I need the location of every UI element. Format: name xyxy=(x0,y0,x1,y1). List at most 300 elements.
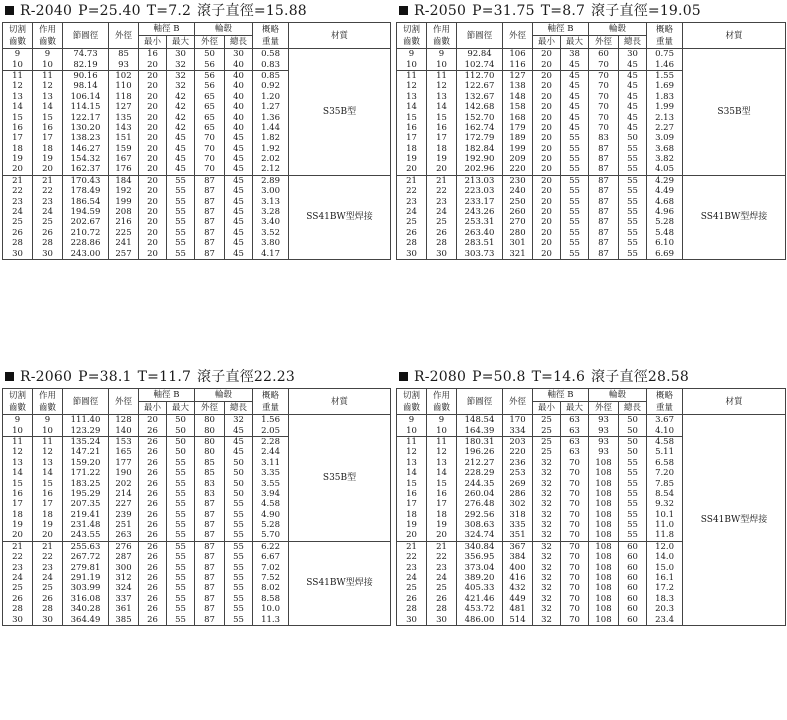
cell-bore-min: 20 xyxy=(139,217,167,227)
cell-pitch-diameter: 146.27 xyxy=(63,144,109,154)
cell-bore-max: 55 xyxy=(167,248,195,259)
cell-cut-teeth: 13 xyxy=(397,92,427,102)
cell-cut-teeth: 14 xyxy=(397,102,427,112)
cell-work-teeth: 12 xyxy=(33,447,63,457)
cell-cut-teeth: 25 xyxy=(397,583,427,593)
cell-hub-length: 55 xyxy=(225,604,253,614)
cell-work-teeth: 30 xyxy=(33,614,63,625)
cell-work-teeth: 26 xyxy=(427,228,457,238)
cell-work-teeth: 13 xyxy=(33,458,63,468)
cell-outer-diameter: 216 xyxy=(109,217,139,227)
cell-pitch-diameter: 202.96 xyxy=(457,164,503,175)
cell-weight: 0.58 xyxy=(253,49,289,60)
cell-pitch-diameter: 122.17 xyxy=(63,112,109,122)
cell-bore-min: 26 xyxy=(139,489,167,499)
cell-bore-min: 20 xyxy=(533,92,561,102)
cell-hub-length: 60 xyxy=(619,594,647,604)
cell-weight: 15.0 xyxy=(647,562,683,572)
cell-bore-max: 55 xyxy=(167,541,195,552)
cell-cut-teeth: 24 xyxy=(397,207,427,217)
square-bullet-icon xyxy=(399,372,408,381)
header-hub-length: 總長 xyxy=(225,36,253,49)
cell-bore-min: 32 xyxy=(533,583,561,593)
cell-cut-teeth: 28 xyxy=(397,238,427,248)
header-outer-diameter: 外徑 xyxy=(109,389,139,415)
cell-cut-teeth: 24 xyxy=(3,207,33,217)
cell-outer-diameter: 241 xyxy=(109,238,139,248)
cell-bore-min: 32 xyxy=(533,573,561,583)
cell-cut-teeth: 9 xyxy=(397,415,427,426)
cell-outer-diameter: 138 xyxy=(503,81,533,91)
cell-weight: 11.0 xyxy=(647,520,683,530)
cell-weight: 2.44 xyxy=(253,447,289,457)
cell-hub-length: 40 xyxy=(225,92,253,102)
cell-bore-min: 32 xyxy=(533,594,561,604)
sprocket-spec-table xyxy=(396,388,786,626)
cell-bore-max: 30 xyxy=(167,49,195,60)
cell-hub-od: 87 xyxy=(589,217,619,227)
cell-pitch-diameter: 135.24 xyxy=(63,436,109,447)
cell-outer-diameter: 312 xyxy=(109,573,139,583)
cell-work-teeth: 12 xyxy=(427,81,457,91)
cell-work-teeth: 21 xyxy=(427,541,457,552)
header-hub-length: 總長 xyxy=(619,402,647,415)
cell-work-teeth: 23 xyxy=(427,196,457,206)
cell-weight: 8.58 xyxy=(253,594,289,604)
cell-hub-od: 108 xyxy=(589,541,619,552)
cell-hub-length: 55 xyxy=(619,238,647,248)
cell-hub-od: 87 xyxy=(195,499,225,509)
cell-cut-teeth: 22 xyxy=(397,186,427,196)
cell-outer-diameter: 190 xyxy=(109,468,139,478)
cell-bore-max: 55 xyxy=(167,238,195,248)
cell-weight: 7.02 xyxy=(253,562,289,572)
cell-cut-teeth: 17 xyxy=(3,499,33,509)
cell-pitch-diameter: 154.32 xyxy=(63,154,109,164)
cell-hub-length: 55 xyxy=(619,489,647,499)
cell-outer-diameter: 240 xyxy=(503,186,533,196)
cell-cut-teeth: 13 xyxy=(3,92,33,102)
cell-bore-max: 70 xyxy=(561,520,589,530)
cell-work-teeth: 26 xyxy=(33,594,63,604)
cell-work-teeth: 30 xyxy=(427,248,457,259)
table-body xyxy=(397,415,786,626)
thickness-value: T=7.2 xyxy=(146,3,192,19)
cell-weight: 4.10 xyxy=(647,425,683,436)
cell-weight: 2.12 xyxy=(253,164,289,175)
cell-weight: 7.20 xyxy=(647,468,683,478)
cell-bore-max: 55 xyxy=(167,499,195,509)
cell-bore-min: 32 xyxy=(533,530,561,541)
cell-hub-od: 108 xyxy=(589,458,619,468)
thickness-value: T=8.7 xyxy=(540,3,586,19)
cell-work-teeth: 15 xyxy=(33,112,63,122)
cell-cut-teeth: 25 xyxy=(397,217,427,227)
header-bore-min: 最小 xyxy=(533,36,561,49)
header-hub-od: 外徑 xyxy=(589,402,619,415)
cell-cut-teeth: 17 xyxy=(397,133,427,143)
cell-outer-diameter: 192 xyxy=(109,186,139,196)
cell-cut-teeth: 26 xyxy=(397,594,427,604)
cell-weight: 10.0 xyxy=(253,604,289,614)
cell-material: SS41BW型焊接 xyxy=(683,175,786,259)
cell-bore-max: 55 xyxy=(167,217,195,227)
cell-cut-teeth: 22 xyxy=(3,552,33,562)
cell-hub-od: 70 xyxy=(589,92,619,102)
header-weight: 概略 重量 xyxy=(647,23,683,49)
cell-hub-length: 50 xyxy=(225,468,253,478)
cell-weight: 7.52 xyxy=(253,573,289,583)
cell-work-teeth: 22 xyxy=(33,552,63,562)
header-hub: 輪毂 xyxy=(195,389,253,402)
cell-hub-length: 40 xyxy=(225,59,253,70)
header-bore-max: 最大 xyxy=(561,402,589,415)
cell-pitch-diameter: 178.49 xyxy=(63,186,109,196)
cell-pitch-diameter: 195.29 xyxy=(63,489,109,499)
cell-cut-teeth: 12 xyxy=(397,447,427,457)
cell-pitch-diameter: 303.99 xyxy=(63,583,109,593)
cell-cut-teeth: 20 xyxy=(3,164,33,175)
cell-hub-od: 70 xyxy=(195,144,225,154)
cell-weight: 3.11 xyxy=(253,458,289,468)
cell-weight: 4.29 xyxy=(647,175,683,186)
cell-hub-od: 56 xyxy=(195,59,225,70)
cell-cut-teeth: 22 xyxy=(397,552,427,562)
cell-pitch-diameter: 194.59 xyxy=(63,207,109,217)
cell-pitch-diameter: 453.72 xyxy=(457,604,503,614)
cell-work-teeth: 12 xyxy=(427,447,457,457)
cell-hub-od: 65 xyxy=(195,92,225,102)
cell-outer-diameter: 179 xyxy=(503,123,533,133)
section-title xyxy=(396,0,785,22)
cell-pitch-diameter: 159.20 xyxy=(63,458,109,468)
cell-outer-diameter: 253 xyxy=(503,468,533,478)
cell-hub-length: 55 xyxy=(225,499,253,509)
header-bore-max: 最大 xyxy=(167,36,195,49)
cell-hub-length: 30 xyxy=(619,49,647,60)
cell-weight: 11.8 xyxy=(647,530,683,541)
cell-pitch-diameter: 207.35 xyxy=(63,499,109,509)
cell-pitch-diameter: 196.26 xyxy=(457,447,503,457)
cell-bore-max: 55 xyxy=(167,573,195,583)
cell-cut-teeth: 28 xyxy=(3,238,33,248)
cell-pitch-diameter: 228.29 xyxy=(457,468,503,478)
cell-hub-length: 55 xyxy=(619,478,647,488)
cell-cut-teeth: 18 xyxy=(397,510,427,520)
cell-bore-min: 32 xyxy=(533,458,561,468)
cell-work-teeth: 19 xyxy=(33,154,63,164)
cell-pitch-diameter: 172.79 xyxy=(457,133,503,143)
cell-hub-od: 108 xyxy=(589,614,619,625)
cell-weight: 23.4 xyxy=(647,614,683,625)
header-work-teeth: 作用 齒數 xyxy=(427,23,457,49)
cell-bore-min: 20 xyxy=(533,59,561,70)
cell-work-teeth: 25 xyxy=(427,583,457,593)
cell-weight: 2.13 xyxy=(647,112,683,122)
model-name: R-2060 xyxy=(20,369,73,385)
cell-hub-od: 87 xyxy=(195,238,225,248)
roller-diameter: 滾子直徑22.23 xyxy=(197,369,295,385)
cell-bore-min: 20 xyxy=(139,196,167,206)
cell-hub-od: 80 xyxy=(195,425,225,436)
cell-outer-diameter: 334 xyxy=(503,425,533,436)
cell-material: S35B型 xyxy=(289,415,391,542)
sprocket-table-section xyxy=(396,366,785,626)
cell-hub-od: 108 xyxy=(589,594,619,604)
cell-bore-min: 20 xyxy=(139,175,167,186)
cell-outer-diameter: 432 xyxy=(503,583,533,593)
cell-hub-length: 55 xyxy=(619,144,647,154)
cell-hub-od: 70 xyxy=(195,164,225,175)
cell-pitch-diameter: 253.31 xyxy=(457,217,503,227)
cell-hub-od: 87 xyxy=(195,175,225,186)
cell-outer-diameter: 263 xyxy=(109,530,139,541)
cell-outer-diameter: 143 xyxy=(109,123,139,133)
cell-bore-min: 20 xyxy=(139,248,167,259)
cell-hub-length: 55 xyxy=(225,520,253,530)
cell-work-teeth: 14 xyxy=(33,468,63,478)
cell-hub-od: 87 xyxy=(195,552,225,562)
cell-pitch-diameter: 316.08 xyxy=(63,594,109,604)
cell-hub-od: 87 xyxy=(195,510,225,520)
cell-hub-length: 50 xyxy=(619,425,647,436)
cell-work-teeth: 20 xyxy=(33,530,63,541)
cell-hub-length: 60 xyxy=(619,573,647,583)
cell-hub-od: 87 xyxy=(589,144,619,154)
cell-hub-od: 70 xyxy=(589,70,619,81)
cell-bore-max: 70 xyxy=(561,552,589,562)
cell-bore-max: 70 xyxy=(561,510,589,520)
cell-bore-min: 25 xyxy=(533,415,561,426)
cell-bore-min: 20 xyxy=(139,238,167,248)
cell-pitch-diameter: 228.86 xyxy=(63,238,109,248)
header-bore-b: 軸徑 B xyxy=(533,389,589,402)
cell-hub-length: 60 xyxy=(619,604,647,614)
cell-hub-length: 40 xyxy=(225,70,253,81)
cell-hub-length: 45 xyxy=(225,164,253,175)
cell-cut-teeth: 12 xyxy=(3,447,33,457)
roller-diameter: 滾子直徑=19.05 xyxy=(591,3,701,19)
cell-work-teeth: 10 xyxy=(427,59,457,70)
cell-outer-diameter: 110 xyxy=(109,81,139,91)
cell-hub-length: 50 xyxy=(225,489,253,499)
table-header xyxy=(397,23,786,49)
cell-outer-diameter: 106 xyxy=(503,49,533,60)
cell-hub-length: 60 xyxy=(619,541,647,552)
cell-pitch-diameter: 243.00 xyxy=(63,248,109,259)
cell-outer-diameter: 128 xyxy=(109,415,139,426)
cell-material: S35B型 xyxy=(683,49,786,176)
cell-work-teeth: 30 xyxy=(33,248,63,259)
cell-hub-length: 30 xyxy=(225,49,253,60)
thickness-value: T=11.7 xyxy=(137,369,192,385)
cell-hub-length: 60 xyxy=(619,614,647,625)
cell-pitch-diameter: 356.95 xyxy=(457,552,503,562)
cell-pitch-diameter: 263.40 xyxy=(457,228,503,238)
cell-work-teeth: 16 xyxy=(427,489,457,499)
cell-bore-min: 32 xyxy=(533,604,561,614)
header-pitch-diameter: 節圓徑 xyxy=(63,23,109,49)
cell-bore-min: 20 xyxy=(533,154,561,164)
cell-weight: 12.0 xyxy=(647,541,683,552)
cell-work-teeth: 19 xyxy=(427,154,457,164)
cell-bore-max: 70 xyxy=(561,614,589,625)
cell-hub-length: 45 xyxy=(225,248,253,259)
cell-bore-max: 70 xyxy=(561,541,589,552)
cell-bore-max: 32 xyxy=(167,70,195,81)
cell-outer-diameter: 176 xyxy=(109,164,139,175)
cell-outer-diameter: 220 xyxy=(503,447,533,457)
cell-outer-diameter: 102 xyxy=(109,70,139,81)
cell-hub-od: 108 xyxy=(589,604,619,614)
cell-hub-od: 87 xyxy=(195,196,225,206)
cell-bore-max: 55 xyxy=(561,196,589,206)
cell-hub-length: 45 xyxy=(225,238,253,248)
cell-cut-teeth: 21 xyxy=(397,541,427,552)
cell-hub-od: 108 xyxy=(589,489,619,499)
cell-hub-length: 55 xyxy=(225,552,253,562)
cell-weight: 7.85 xyxy=(647,478,683,488)
cell-hub-length: 40 xyxy=(225,123,253,133)
cell-hub-od: 87 xyxy=(589,154,619,164)
cell-pitch-diameter: 186.54 xyxy=(63,196,109,206)
cell-work-teeth: 20 xyxy=(427,530,457,541)
cell-weight: 3.40 xyxy=(253,217,289,227)
cell-cut-teeth: 9 xyxy=(397,49,427,60)
cell-hub-length: 40 xyxy=(225,102,253,112)
cell-hub-od: 87 xyxy=(589,238,619,248)
cell-bore-max: 70 xyxy=(561,478,589,488)
header-work-teeth: 作用 齒數 xyxy=(33,23,63,49)
cell-outer-diameter: 384 xyxy=(503,552,533,562)
cell-bore-max: 55 xyxy=(561,228,589,238)
cell-cut-teeth: 10 xyxy=(3,59,33,70)
cell-hub-length: 55 xyxy=(619,196,647,206)
cell-cut-teeth: 14 xyxy=(397,468,427,478)
cell-cut-teeth: 18 xyxy=(3,144,33,154)
cell-cut-teeth: 12 xyxy=(3,81,33,91)
cell-weight: 4.17 xyxy=(253,248,289,259)
cell-hub-od: 70 xyxy=(589,112,619,122)
cell-hub-length: 32 xyxy=(225,415,253,426)
cell-pitch-diameter: 324.74 xyxy=(457,530,503,541)
cell-bore-min: 20 xyxy=(139,415,167,426)
header-material: 材質 xyxy=(683,389,786,415)
cell-pitch-diameter: 182.84 xyxy=(457,144,503,154)
cell-bore-min: 20 xyxy=(533,49,561,60)
cell-hub-od: 87 xyxy=(195,520,225,530)
cell-weight: 1.92 xyxy=(253,144,289,154)
cell-bore-min: 20 xyxy=(533,175,561,186)
cell-cut-teeth: 16 xyxy=(397,123,427,133)
cell-bore-max: 63 xyxy=(561,447,589,457)
cell-cut-teeth: 24 xyxy=(397,573,427,583)
cell-outer-diameter: 220 xyxy=(503,164,533,175)
sprocket-table-section xyxy=(2,0,390,260)
cell-hub-od: 87 xyxy=(589,186,619,196)
cell-pitch-diameter: 212.27 xyxy=(457,458,503,468)
cell-work-teeth: 24 xyxy=(33,207,63,217)
header-cut-teeth: 切割 齒數 xyxy=(3,23,33,49)
cell-pitch-diameter: 148.54 xyxy=(457,415,503,426)
table-row xyxy=(3,49,391,60)
cell-hub-length: 50 xyxy=(619,415,647,426)
cell-bore-min: 26 xyxy=(139,468,167,478)
cell-outer-diameter: 302 xyxy=(503,499,533,509)
cell-hub-od: 87 xyxy=(195,530,225,541)
cell-weight: 2.27 xyxy=(647,123,683,133)
cell-work-teeth: 9 xyxy=(33,415,63,426)
cell-weight: 3.13 xyxy=(253,196,289,206)
cell-hub-od: 83 xyxy=(195,489,225,499)
cell-outer-diameter: 167 xyxy=(109,154,139,164)
cell-hub-length: 45 xyxy=(619,102,647,112)
cell-weight: 5.48 xyxy=(647,228,683,238)
cell-work-teeth: 23 xyxy=(427,562,457,572)
cell-weight: 1.82 xyxy=(253,133,289,143)
cell-bore-min: 20 xyxy=(533,123,561,133)
cell-bore-max: 45 xyxy=(561,102,589,112)
cell-pitch-diameter: 421.46 xyxy=(457,594,503,604)
header-outer-diameter: 外徑 xyxy=(503,389,533,415)
cell-outer-diameter: 321 xyxy=(503,248,533,259)
table-header xyxy=(3,389,391,415)
cell-bore-max: 50 xyxy=(167,447,195,457)
cell-bore-max: 50 xyxy=(167,425,195,436)
cell-bore-min: 26 xyxy=(139,530,167,541)
section-title xyxy=(2,0,390,22)
cell-bore-max: 55 xyxy=(561,248,589,259)
cell-bore-min: 32 xyxy=(533,541,561,552)
cell-weight: 5.70 xyxy=(253,530,289,541)
cell-pitch-diameter: 102.74 xyxy=(457,59,503,70)
cell-weight: 2.89 xyxy=(253,175,289,186)
cell-hub-length: 55 xyxy=(225,594,253,604)
cell-weight: 0.92 xyxy=(253,81,289,91)
cell-weight: 4.05 xyxy=(647,164,683,175)
cell-hub-od: 87 xyxy=(589,164,619,175)
cell-weight: 6.58 xyxy=(647,458,683,468)
cell-cut-teeth: 26 xyxy=(3,228,33,238)
cell-weight: 1.99 xyxy=(647,102,683,112)
cell-cut-teeth: 12 xyxy=(397,81,427,91)
cell-work-teeth: 19 xyxy=(33,520,63,530)
cell-weight: 9.32 xyxy=(647,499,683,509)
cell-weight: 14.0 xyxy=(647,552,683,562)
cell-work-teeth: 11 xyxy=(33,70,63,81)
cell-pitch-diameter: 219.41 xyxy=(63,510,109,520)
cell-outer-diameter: 257 xyxy=(109,248,139,259)
cell-hub-length: 50 xyxy=(619,436,647,447)
cell-hub-od: 87 xyxy=(589,228,619,238)
header-hub-od: 外徑 xyxy=(589,36,619,49)
cell-bore-min: 26 xyxy=(139,573,167,583)
cell-bore-max: 70 xyxy=(561,573,589,583)
cell-pitch-diameter: 82.19 xyxy=(63,59,109,70)
cell-work-teeth: 21 xyxy=(427,175,457,186)
cell-bore-max: 55 xyxy=(561,186,589,196)
cell-cut-teeth: 21 xyxy=(3,175,33,186)
cell-cut-teeth: 11 xyxy=(397,70,427,81)
cell-hub-length: 55 xyxy=(225,510,253,520)
cell-pitch-diameter: 132.67 xyxy=(457,92,503,102)
cell-cut-teeth: 30 xyxy=(3,614,33,625)
cell-material: SS41BW型焊接 xyxy=(683,415,786,626)
cell-hub-length: 45 xyxy=(619,70,647,81)
cell-outer-diameter: 116 xyxy=(503,59,533,70)
cell-bore-max: 45 xyxy=(167,154,195,164)
cell-hub-length: 45 xyxy=(225,175,253,186)
